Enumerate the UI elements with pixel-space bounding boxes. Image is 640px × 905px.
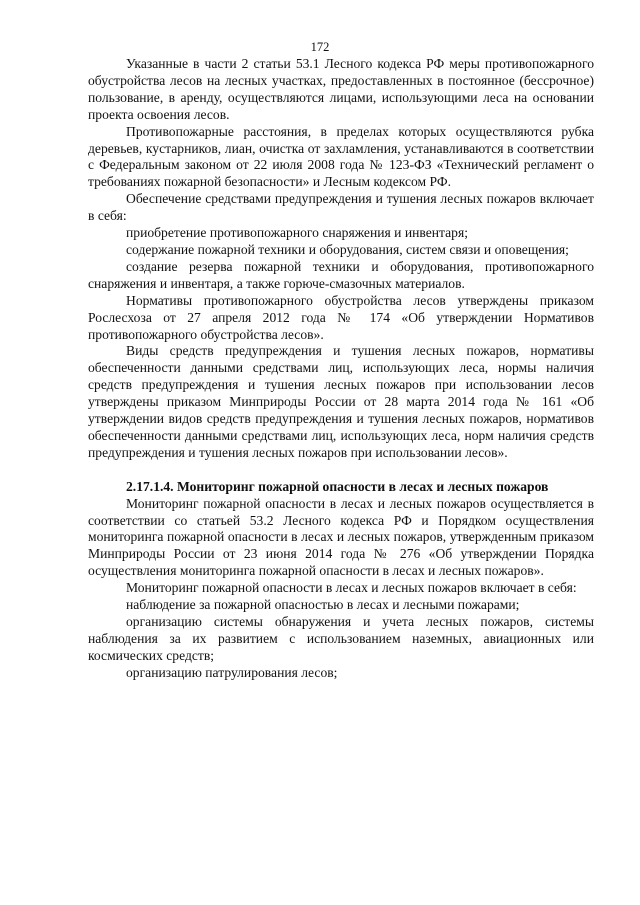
paragraph: Виды средств предупреждения и тушения лесных пожаров, нормативы обеспеченности данными средствами лиц, использующих леса, нормы наличия средств предупреждения и тушения лесных пожаров при использовании лесов утверждены приказом Минприроды России от 28 марта 2014 года № 161 «Об утверждении видов средств предупреждения и тушения лесных пожаров, нормативов обеспеченности данными средствами лиц, использующих леса, норм наличия средств предупреждения и тушения лесных пожаров при использовании лесов».: [88, 343, 594, 460]
document-body: [88, 56, 594, 682]
page-number: 172: [310, 40, 330, 54]
paragraph: Указанные в части 2 статьи 53.1 Лесного кодекса РФ меры противопожарного обустройства лесов на лесных участках, предоставленных в постоянное (бессрочное) пользование, в аренду, осуществляются лицами, использующими леса на основании проекта освоения лесов.: [88, 56, 594, 122]
paragraph: Мониторинг пожарной опасности в лесах и лесных пожаров включает в себя:: [126, 580, 577, 596]
paragraph: Обеспечение средствами предупреждения и тушения лесных пожаров включает в себя:: [88, 191, 594, 224]
list-item: создание резерва пожарной техники и оборудования, противопожарного снаряжения и инвентаря, а также горюче-смазочных материалов.: [88, 258, 594, 291]
paragraph: Нормативы противопожарного обустройства лесов утверждены приказом Рослесхоза от 27 апреля 2012 года № 174 «Об утверждении Нормативов противопожарного обустройства лесов».: [88, 292, 594, 342]
section-heading: 2.17.1.4. Мониторинг пожарной опасности в лесах и лесных пожаров: [126, 478, 549, 494]
list-item: организацию патрулирования лесов;: [126, 664, 338, 680]
list-item: наблюдение за пожарной опасностью в лесах и лесными пожарами;: [126, 597, 520, 613]
paragraph: Противопожарные расстояния, в пределах которых осуществляются рубка деревьев, кустарников, лиан, очистка от захламления, устанавливаются в соответствии с Федеральным законом от 22 июля 2008 года № 123-ФЗ «Технический регламент о требованиях пожарной безопасности» и Лесным кодексом РФ.: [88, 123, 594, 190]
section-spacer: [88, 462, 594, 479]
list-item: содержание пожарной техники и оборудования, систем связи и оповещения;: [126, 241, 569, 257]
list-item: организацию системы обнаружения и учета лесных пожаров, системы наблюдения за их развитием с использованием наземных, авиационных или космических средств;: [88, 614, 594, 663]
list-item: приобретение противопожарного снаряжения и инвентаря;: [126, 225, 469, 241]
paragraph: Мониторинг пожарной опасности в лесах и лесных пожаров осуществляется в соответствии со статьей 53.2 Лесного кодекса РФ и Порядком осуществления мониторинга пожарной опасности в лесах и лесных пожаров, утвержденным приказом Минприроды России от 23 июня 2014 года № 276 «Об утверждении Порядка осуществления мониторинга пожарной опасности в лесах и лесных пожаров».: [88, 495, 594, 579]
